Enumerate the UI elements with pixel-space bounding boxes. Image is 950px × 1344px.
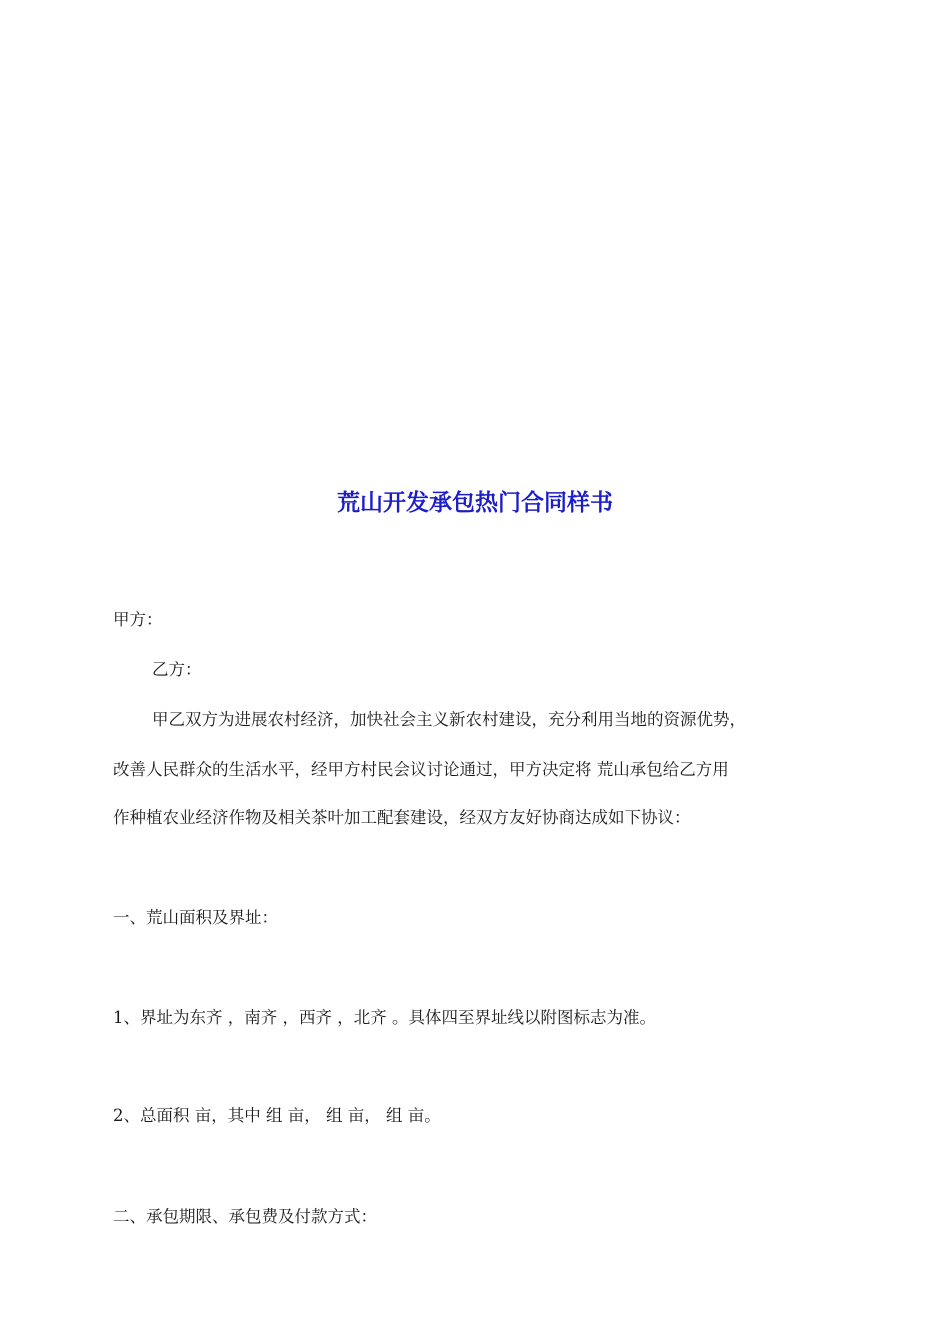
- party-b-label: 乙方：: [152, 660, 202, 679]
- document-title: 荒山开发承包热门合同样书: [337, 490, 613, 516]
- section1-item2: 2、总面积 亩，其中 组 亩， 组 亩， 组 亩。: [113, 1106, 441, 1125]
- section1-heading: 一、荒山面积及界址：: [113, 908, 278, 927]
- intro-line-1: 甲乙双方为进展农村经济，加快社会主义新农村建设，充分利用当地的资源优势，: [152, 710, 746, 729]
- party-a-label: 甲方：: [113, 610, 163, 629]
- section1-item1: 1、界址为东齐 ，南齐 ，西齐 ，北齐 。具体四至界址线以附图标志为准。: [113, 1008, 656, 1027]
- intro-line-3: 作种植农业经济作物及相关茶叶加工配套建设，经双方友好协商达成如下协议：: [113, 808, 691, 827]
- intro-line-2: 改善人民群众的生活水平，经甲方村民会议讨论通过，甲方决定将 荒山承包给乙方用: [113, 760, 729, 779]
- section2-heading: 二、承包期限、承包费及付款方式：: [113, 1207, 377, 1226]
